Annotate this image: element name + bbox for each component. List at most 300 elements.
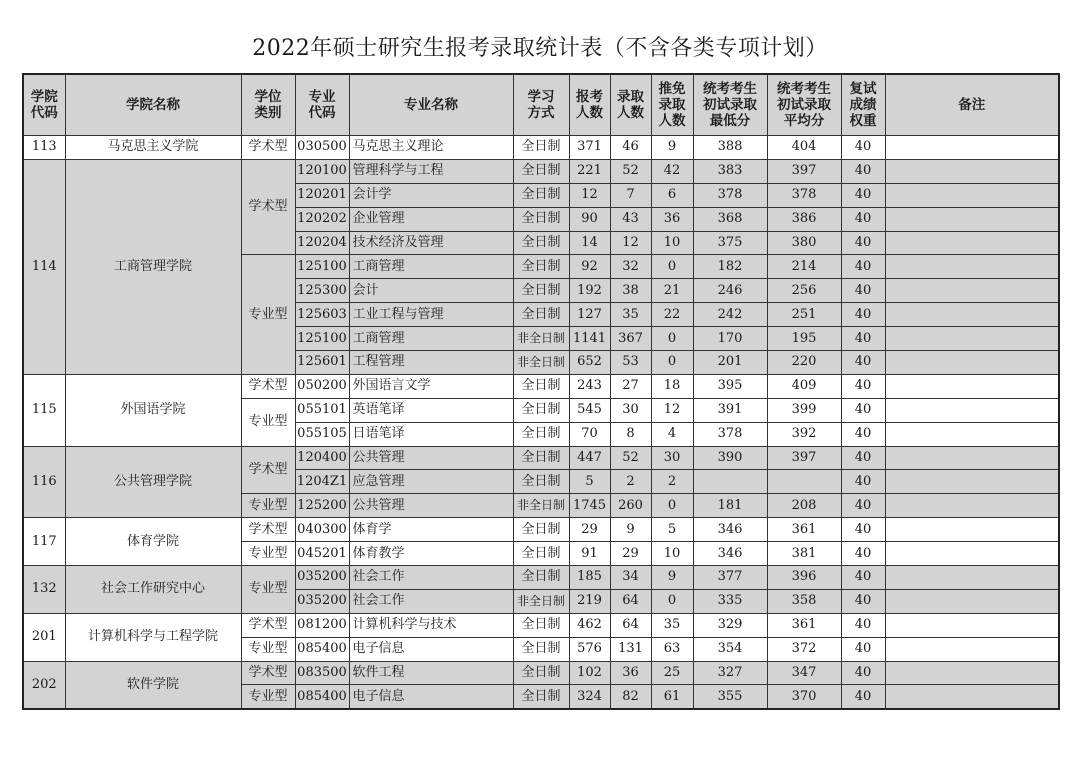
min-score-cell: 327 — [693, 661, 767, 685]
study-mode-cell: 非全日制 — [513, 327, 569, 351]
weight-cell: 40 — [841, 255, 885, 279]
min-score-cell: 346 — [693, 518, 767, 542]
major-code-cell: 120204 — [295, 231, 349, 255]
study-mode-cell: 全日制 — [513, 637, 569, 661]
college-name-cell: 计算机科学与工程学院 — [65, 613, 241, 661]
admitted-cell: 46 — [610, 136, 651, 160]
degree-type-cell: 学术型 — [241, 518, 295, 542]
study-mode-cell: 全日制 — [513, 207, 569, 231]
study-mode-cell: 全日制 — [513, 183, 569, 207]
major-name-cell: 企业管理 — [349, 207, 513, 231]
college-group — [23, 136, 1059, 160]
exempt-cell: 12 — [651, 398, 693, 422]
admitted-cell: 64 — [610, 589, 651, 613]
major-name-cell: 公共管理 — [349, 446, 513, 470]
note-cell — [885, 685, 1059, 709]
degree-type-cell: 学术型 — [241, 374, 295, 398]
header-text: 代码 — [308, 105, 336, 121]
degree-type-cell: 专业型 — [241, 398, 295, 446]
college-code-cell: 113 — [23, 136, 65, 160]
min-score-cell: 246 — [693, 279, 767, 303]
header-text: 统考考生 — [703, 81, 757, 97]
major-name-cell: 电子信息 — [349, 637, 513, 661]
college-code-cell: 201 — [23, 613, 65, 661]
header-text: 统考考生 — [777, 81, 831, 97]
exempt-cell: 6 — [651, 183, 693, 207]
weight-cell: 40 — [841, 183, 885, 207]
weight-cell: 40 — [841, 279, 885, 303]
degree-type-cell: 学术型 — [241, 446, 295, 494]
avg-score-cell: 361 — [767, 613, 841, 637]
admitted-cell: 131 — [610, 637, 651, 661]
major-code-cell: 125603 — [295, 303, 349, 327]
header-text: 学院 — [30, 89, 58, 105]
college-name-cell: 公共管理学院 — [65, 446, 241, 518]
note-cell — [885, 398, 1059, 422]
header-text: 权重 — [849, 113, 877, 129]
exempt-cell: 25 — [651, 661, 693, 685]
avg-score-cell: 409 — [767, 374, 841, 398]
applicants-cell: 462 — [569, 613, 610, 637]
major-name-cell: 日语笔译 — [349, 422, 513, 446]
college-name-cell: 社会工作研究中心 — [65, 566, 241, 614]
note-cell — [885, 183, 1059, 207]
admitted-cell: 35 — [610, 303, 651, 327]
min-score-cell: 346 — [693, 542, 767, 566]
study-mode-cell: 非全日制 — [513, 589, 569, 613]
note-cell — [885, 279, 1059, 303]
college-name-cell: 外国语学院 — [65, 374, 241, 446]
admitted-cell: 12 — [610, 231, 651, 255]
min-score-cell: 242 — [693, 303, 767, 327]
note-cell — [885, 566, 1059, 590]
note-cell — [885, 327, 1059, 351]
avg-score-cell: 220 — [767, 351, 841, 375]
avg-score-cell: 370 — [767, 685, 841, 709]
admitted-cell: 8 — [610, 422, 651, 446]
applicants-cell: 371 — [569, 136, 610, 160]
avg-score-cell: 358 — [767, 589, 841, 613]
exempt-cell: 42 — [651, 159, 693, 183]
weight-cell: 40 — [841, 398, 885, 422]
exempt-cell: 4 — [651, 422, 693, 446]
header-text: 学院名称 — [126, 97, 180, 113]
note-cell — [885, 661, 1059, 685]
exempt-cell: 0 — [651, 255, 693, 279]
study-mode-cell: 全日制 — [513, 685, 569, 709]
table-row — [23, 518, 1059, 542]
major-name-cell: 管理科学与工程 — [349, 159, 513, 183]
header-text: 人数 — [576, 105, 603, 121]
table-row — [23, 136, 1059, 160]
table-row — [23, 446, 1059, 470]
min-score-cell: 329 — [693, 613, 767, 637]
note-cell — [885, 207, 1059, 231]
avg-score-cell: 195 — [767, 327, 841, 351]
major-name-cell: 公共管理 — [349, 494, 513, 518]
major-code-cell: 120400 — [295, 446, 349, 470]
applicants-cell: 127 — [569, 303, 610, 327]
applicants-cell: 192 — [569, 279, 610, 303]
admitted-cell: 53 — [610, 351, 651, 375]
admitted-cell: 34 — [610, 566, 651, 590]
study-mode-cell: 全日制 — [513, 518, 569, 542]
applicants-cell: 29 — [569, 518, 610, 542]
header-study-mode — [513, 74, 569, 136]
major-name-cell: 工商管理 — [349, 255, 513, 279]
header-text: 人数 — [617, 105, 644, 121]
note-cell — [885, 613, 1059, 637]
study-mode-cell: 全日制 — [513, 374, 569, 398]
study-mode-cell: 全日制 — [513, 470, 569, 494]
applicants-cell: 91 — [569, 542, 610, 566]
weight-cell: 40 — [841, 589, 885, 613]
weight-cell: 40 — [841, 470, 885, 494]
admitted-cell: 367 — [610, 327, 651, 351]
college-code-cell: 116 — [23, 446, 65, 518]
admitted-cell: 260 — [610, 494, 651, 518]
weight-cell: 40 — [841, 661, 885, 685]
college-group — [23, 446, 1059, 518]
table-row — [23, 661, 1059, 685]
degree-type-cell: 学术型 — [241, 136, 295, 160]
applicants-cell: 545 — [569, 398, 610, 422]
note-cell — [885, 136, 1059, 160]
weight-cell: 40 — [841, 207, 885, 231]
avg-score-cell: 396 — [767, 566, 841, 590]
note-cell — [885, 637, 1059, 661]
degree-type-cell: 专业型 — [241, 637, 295, 661]
exempt-cell: 61 — [651, 685, 693, 709]
header-text: 推免 — [658, 81, 686, 97]
note-cell — [885, 518, 1059, 542]
degree-type-cell: 专业型 — [241, 494, 295, 518]
college-code-cell: 132 — [23, 566, 65, 614]
header-text: 录取 — [617, 89, 644, 105]
applicants-cell: 102 — [569, 661, 610, 685]
college-code-cell: 202 — [23, 661, 65, 709]
major-name-cell: 工商管理 — [349, 327, 513, 351]
study-mode-cell: 非全日制 — [513, 494, 569, 518]
major-name-cell: 工程管理 — [349, 351, 513, 375]
admitted-cell: 43 — [610, 207, 651, 231]
degree-type-cell: 学术型 — [241, 661, 295, 685]
min-score-cell: 395 — [693, 374, 767, 398]
table-header-row — [23, 74, 1059, 136]
min-score-cell: 181 — [693, 494, 767, 518]
major-code-cell: 040300 — [295, 518, 349, 542]
table-row — [23, 374, 1059, 398]
header-notes — [885, 74, 1059, 136]
college-group — [23, 374, 1059, 446]
major-code-cell: 085400 — [295, 685, 349, 709]
avg-score-cell: 251 — [767, 303, 841, 327]
admitted-cell: 52 — [610, 159, 651, 183]
applicants-cell: 5 — [569, 470, 610, 494]
note-cell — [885, 470, 1059, 494]
college-name-cell: 体育学院 — [65, 518, 241, 566]
major-code-cell: 120100 — [295, 159, 349, 183]
exempt-cell: 18 — [651, 374, 693, 398]
avg-score-cell: 347 — [767, 661, 841, 685]
major-name-cell: 计算机科学与技术 — [349, 613, 513, 637]
avg-score-cell — [767, 470, 841, 494]
weight-cell: 40 — [841, 685, 885, 709]
admitted-cell: 30 — [610, 398, 651, 422]
major-name-cell: 电子信息 — [349, 685, 513, 709]
header-text: 初试录取 — [703, 97, 757, 113]
header-avg-score — [767, 74, 841, 136]
major-name-cell: 外国语言文学 — [349, 374, 513, 398]
page-title: 2022年硕士研究生报考录取统计表（不含各类专项计划） — [252, 36, 828, 61]
applicants-cell: 185 — [569, 566, 610, 590]
major-name-cell: 工业工程与管理 — [349, 303, 513, 327]
admitted-cell: 32 — [610, 255, 651, 279]
weight-cell: 40 — [841, 542, 885, 566]
major-name-cell: 体育学 — [349, 518, 513, 542]
study-mode-cell: 全日制 — [513, 542, 569, 566]
applicants-cell: 1745 — [569, 494, 610, 518]
min-score-cell: 378 — [693, 422, 767, 446]
exempt-cell: 0 — [651, 589, 693, 613]
header-degree-type — [241, 74, 295, 136]
college-group — [23, 566, 1059, 614]
header-text: 代码 — [30, 105, 58, 121]
note-cell — [885, 422, 1059, 446]
college-group — [23, 613, 1059, 661]
avg-score-cell: 380 — [767, 231, 841, 255]
major-code-cell: 050200 — [295, 374, 349, 398]
header-text: 学位 — [254, 89, 282, 105]
header-major-code — [295, 74, 349, 136]
weight-cell: 40 — [841, 518, 885, 542]
admitted-cell: 52 — [610, 446, 651, 470]
major-code-cell: 125601 — [295, 351, 349, 375]
header-college-code — [23, 74, 65, 136]
header-text: 初试录取 — [777, 97, 831, 113]
exempt-cell: 0 — [651, 494, 693, 518]
exempt-cell: 10 — [651, 231, 693, 255]
avg-score-cell: 392 — [767, 422, 841, 446]
study-mode-cell: 全日制 — [513, 303, 569, 327]
header-text: 专业 — [308, 89, 336, 105]
major-name-cell: 软件工程 — [349, 661, 513, 685]
min-score-cell — [693, 470, 767, 494]
admitted-cell: 82 — [610, 685, 651, 709]
min-score-cell: 391 — [693, 398, 767, 422]
degree-type-cell: 专业型 — [241, 542, 295, 566]
college-group — [23, 159, 1059, 374]
avg-score-cell: 397 — [767, 159, 841, 183]
exempt-cell: 9 — [651, 136, 693, 160]
min-score-cell: 390 — [693, 446, 767, 470]
study-mode-cell: 全日制 — [513, 613, 569, 637]
weight-cell: 40 — [841, 613, 885, 637]
header-admitted — [610, 74, 651, 136]
applicants-cell: 447 — [569, 446, 610, 470]
applicants-cell: 12 — [569, 183, 610, 207]
note-cell — [885, 446, 1059, 470]
exempt-cell: 0 — [651, 327, 693, 351]
study-mode-cell: 全日制 — [513, 231, 569, 255]
exempt-cell: 21 — [651, 279, 693, 303]
major-name-cell: 会计 — [349, 279, 513, 303]
major-code-cell: 085400 — [295, 637, 349, 661]
study-mode-cell: 全日制 — [513, 159, 569, 183]
header-text: 复试 — [849, 81, 877, 97]
table-row — [23, 566, 1059, 590]
min-score-cell: 354 — [693, 637, 767, 661]
exempt-cell: 9 — [651, 566, 693, 590]
admitted-cell: 2 — [610, 470, 651, 494]
admitted-cell: 27 — [610, 374, 651, 398]
weight-cell: 40 — [841, 231, 885, 255]
applicants-cell: 92 — [569, 255, 610, 279]
admitted-cell: 29 — [610, 542, 651, 566]
header-text: 平均分 — [783, 113, 825, 129]
header-text: 报考 — [576, 89, 603, 105]
weight-cell: 40 — [841, 351, 885, 375]
college-name-cell: 软件学院 — [65, 661, 241, 709]
study-mode-cell: 非全日制 — [513, 351, 569, 375]
note-cell — [885, 494, 1059, 518]
header-text: 类别 — [254, 105, 282, 121]
major-code-cell: 055101 — [295, 398, 349, 422]
study-mode-cell: 全日制 — [513, 136, 569, 160]
weight-cell: 40 — [841, 159, 885, 183]
major-code-cell: 1204Z1 — [295, 470, 349, 494]
avg-score-cell: 361 — [767, 518, 841, 542]
major-code-cell: 081200 — [295, 613, 349, 637]
min-score-cell: 375 — [693, 231, 767, 255]
header-text: 录取 — [658, 97, 686, 113]
major-code-cell: 055105 — [295, 422, 349, 446]
admitted-cell: 9 — [610, 518, 651, 542]
header-text: 方式 — [527, 105, 555, 121]
degree-type-cell: 专业型 — [241, 255, 295, 374]
college-code-cell: 117 — [23, 518, 65, 566]
major-code-cell: 035200 — [295, 589, 349, 613]
major-name-cell: 会计学 — [349, 183, 513, 207]
applicants-cell: 576 — [569, 637, 610, 661]
header-text: 成绩 — [849, 97, 877, 113]
study-mode-cell: 全日制 — [513, 398, 569, 422]
study-mode-cell: 全日制 — [513, 661, 569, 685]
exempt-cell: 2 — [651, 470, 693, 494]
header-text: 备注 — [958, 97, 986, 113]
admitted-cell: 36 — [610, 661, 651, 685]
applicants-cell: 221 — [569, 159, 610, 183]
avg-score-cell: 381 — [767, 542, 841, 566]
header-retest-weight — [841, 74, 885, 136]
exempt-cell: 5 — [651, 518, 693, 542]
min-score-cell: 388 — [693, 136, 767, 160]
applicants-cell: 70 — [569, 422, 610, 446]
note-cell — [885, 374, 1059, 398]
avg-score-cell: 399 — [767, 398, 841, 422]
applicants-cell: 652 — [569, 351, 610, 375]
major-name-cell: 应急管理 — [349, 470, 513, 494]
major-name-cell: 英语笔译 — [349, 398, 513, 422]
avg-score-cell: 372 — [767, 637, 841, 661]
major-code-cell: 045201 — [295, 542, 349, 566]
major-code-cell: 035200 — [295, 566, 349, 590]
applicants-cell: 324 — [569, 685, 610, 709]
header-text: 专业名称 — [404, 97, 458, 113]
table-row — [23, 159, 1059, 183]
note-cell — [885, 231, 1059, 255]
exempt-cell: 22 — [651, 303, 693, 327]
study-mode-cell: 全日制 — [513, 422, 569, 446]
degree-type-cell: 专业型 — [241, 566, 295, 614]
min-score-cell: 182 — [693, 255, 767, 279]
header-applicants — [569, 74, 610, 136]
major-name-cell: 马克思主义理论 — [349, 136, 513, 160]
applicants-cell: 90 — [569, 207, 610, 231]
header-exempt-admitted — [651, 74, 693, 136]
note-cell — [885, 542, 1059, 566]
avg-score-cell: 386 — [767, 207, 841, 231]
min-score-cell: 201 — [693, 351, 767, 375]
exempt-cell: 30 — [651, 446, 693, 470]
header-text: 人数 — [658, 113, 686, 129]
major-name-cell: 社会工作 — [349, 566, 513, 590]
major-name-cell: 体育教学 — [349, 542, 513, 566]
college-code-cell: 115 — [23, 374, 65, 446]
min-score-cell: 170 — [693, 327, 767, 351]
avg-score-cell: 256 — [767, 279, 841, 303]
major-code-cell: 125300 — [295, 279, 349, 303]
college-name-cell: 工商管理学院 — [65, 159, 241, 374]
major-name-cell: 技术经济及管理 — [349, 231, 513, 255]
admitted-cell: 7 — [610, 183, 651, 207]
avg-score-cell: 214 — [767, 255, 841, 279]
degree-type-cell: 学术型 — [241, 613, 295, 637]
weight-cell: 40 — [841, 494, 885, 518]
applicants-cell: 243 — [569, 374, 610, 398]
study-mode-cell: 全日制 — [513, 279, 569, 303]
note-cell — [885, 159, 1059, 183]
min-score-cell: 335 — [693, 589, 767, 613]
weight-cell: 40 — [841, 446, 885, 470]
min-score-cell: 368 — [693, 207, 767, 231]
min-score-cell: 355 — [693, 685, 767, 709]
header-major-name — [349, 74, 513, 136]
weight-cell: 40 — [841, 136, 885, 160]
degree-type-cell: 专业型 — [241, 685, 295, 709]
exempt-cell: 36 — [651, 207, 693, 231]
college-group — [23, 518, 1059, 566]
table-row — [23, 613, 1059, 637]
weight-cell: 40 — [841, 374, 885, 398]
weight-cell: 40 — [841, 327, 885, 351]
avg-score-cell: 404 — [767, 136, 841, 160]
college-code-cell: 114 — [23, 159, 65, 374]
major-code-cell: 030500 — [295, 136, 349, 160]
applicants-cell: 14 — [569, 231, 610, 255]
applicants-cell: 219 — [569, 589, 610, 613]
avg-score-cell: 208 — [767, 494, 841, 518]
college-group — [23, 661, 1059, 709]
weight-cell: 40 — [841, 637, 885, 661]
header-college-name — [65, 74, 241, 136]
header-text: 学习 — [527, 89, 555, 105]
admission-statistics-table — [22, 73, 1060, 710]
weight-cell: 40 — [841, 422, 885, 446]
header-min-score — [693, 74, 767, 136]
weight-cell: 40 — [841, 303, 885, 327]
min-score-cell: 377 — [693, 566, 767, 590]
